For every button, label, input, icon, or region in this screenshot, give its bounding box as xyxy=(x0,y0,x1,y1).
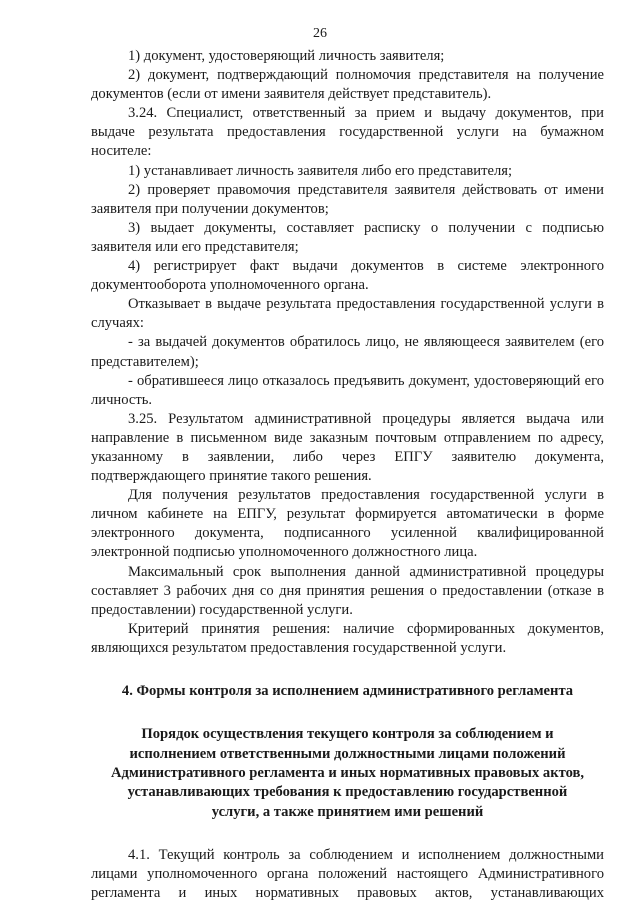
section-heading: 4. Формы контроля за исполнением административного регламента xyxy=(121,683,574,699)
paragraph-refusal: Отказывает в выдаче результата предоставления государственной услуги в случаях: xyxy=(91,296,604,332)
sub-heading-line: Административного регламента и иных нормативных правовых актов, xyxy=(110,764,585,781)
paragraph-3-25: 3.25. Результатом административной процедуры является выдача или направление в письменном виде заказным почтовым отправлением по адресу, указанному в заявлении, либо через ЕПГУ заявителю документа, подтверждающего принятие такого решения. xyxy=(91,410,604,485)
sub-heading-line: устанавливающих требования к предоставлению государственной xyxy=(127,784,568,801)
paragraph-4-1: 4.1. Текущий контроль за соблюдением и исполнением должностными лицами уполномоченного органа положений настоящего Административного регламента и иных нормативных правовых актов, устанавливающих xyxy=(91,847,604,902)
page-content xyxy=(91,47,604,903)
paragraph-criterion: Критерий принятия решения: наличие сформированных документов, являющихся результатом предоставления государственной услуги. xyxy=(91,620,604,656)
paragraph-step-3: 3) выдает документы, составляет расписку о получении с подписью заявителя или его представителя; xyxy=(91,219,604,255)
sub-heading-line: Порядок осуществления текущего контроля за соблюдением и xyxy=(141,726,554,743)
page-number: 26 xyxy=(313,26,327,41)
paragraph-refusal-case-1: - за выдачей документов обратилось лицо, не являющееся заявителем (его представителем); xyxy=(91,334,604,370)
sub-heading-line: услуги, а также принятием ими решений xyxy=(211,803,484,820)
paragraph-max-term: Максимальный срок выполнения данной административной процедуры составляет 3 рабочих дня со дня принятия решения о предоставлении (отказе в предоставлении) государственной услуги. xyxy=(91,563,604,618)
paragraph-3-24: 3.24. Специалист, ответственный за прием и выдачу документов, при выдаче результата предоставления государственной услуги на бумажном носителе: xyxy=(91,105,604,160)
paragraph-step-2: 2) проверяет правомочия представителя заявителя действовать от имени заявителя при получении документов; xyxy=(91,181,604,217)
paragraph-epgu-result: Для получения результатов предоставления государственной услуги в личном кабинете на ЕПГУ, результат формируется автоматически в форме электронного документа, подписанного усиленной квалифицированной электронной подписью уполномоченного должностного лица. xyxy=(91,487,604,561)
paragraph-item-2: 2) документ, подтверждающий полномочия представителя на получение документов (если от имени заявителя действует представитель). xyxy=(91,67,604,103)
paragraph-step-1: 1) устанавливает личность заявителя либо его представителя; xyxy=(128,162,513,179)
sub-heading-line: исполнением ответственными должностными лицами положений xyxy=(129,745,566,762)
paragraph-item-1: 1) документ, удостоверяющий личность заявителя; xyxy=(128,48,445,64)
sub-heading xyxy=(91,725,604,822)
paragraph-refusal-case-2: - обратившееся лицо отказалось предъявить документ, удостоверяющий его личность. xyxy=(91,372,604,408)
paragraph-step-4: 4) регистрирует факт выдачи документов в системе электронного документооборота уполномоченного органа. xyxy=(91,258,604,294)
